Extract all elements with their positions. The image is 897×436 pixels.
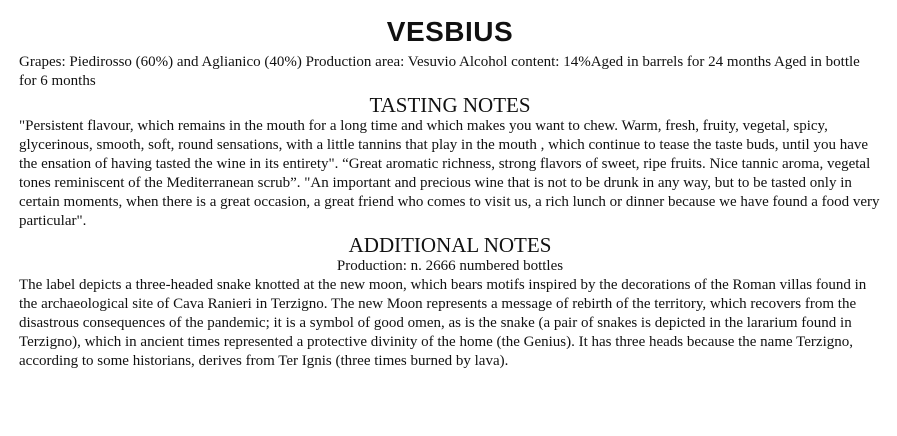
tasting-notes-paragraph: "Persistent flavour, which remains in the mouth for a long time and which makes you want to chew. Warm, fresh, fruity, vegetal, spicy, glycerinous, smooth, soft, round sensations, with a little tannins that play in the mouth , which continue to tease the taste buds, until you have the ensation of having tasted the wine in its entirety". “Great aromatic richness, strong flavors of sweet, ripe fruits. Nice tannic aroma, vegetal tones reminiscent of the Mediterranean scrub”. "An important and precious wine that is not to be drunk in any way, but to be tasted only in certain moments, when there is a great occasion, a great friend who comes to visit us, a rich lunch or dinner because we have found a food very particular".	[19, 118, 880, 229]
wine-sheet	[19, 15, 881, 371]
additional-notes-heading: ADDITIONAL NOTES	[348, 233, 552, 257]
additional-notes-paragraph: The label depicts a three-headed snake knotted at the new moon, which bears motifs inspired by the decorations of the Roman villas found in the archaeological site of Cava Ranieri in Terzigno. The new Moon represents a message of rebirth of the territory, which recovers from the disastrous consequences of the pandemic; it is a symbol of good omen, as is the snake (a pair of snakes is depicted in the lararium found in Terzigno), which in ancient times represented a protective divinity of the home (the Genius). It has three heads because the name Terzigno, according to some historians, derives from Ter Ignis (three times burned by lava).	[19, 277, 867, 369]
tasting-notes-heading: TASTING NOTES	[369, 93, 531, 117]
wine-title: VESBIUS	[386, 16, 514, 47]
production-line: Production: n. 2666 numbered bottles	[336, 258, 564, 274]
wine-specs-paragraph: Grapes: Piedirosso (60%) and Aglianico (40%) Production area: Vesuvio Alcohol content: 14%Aged in barrels for 24 months Aged in bottle for 6 months	[19, 54, 860, 89]
